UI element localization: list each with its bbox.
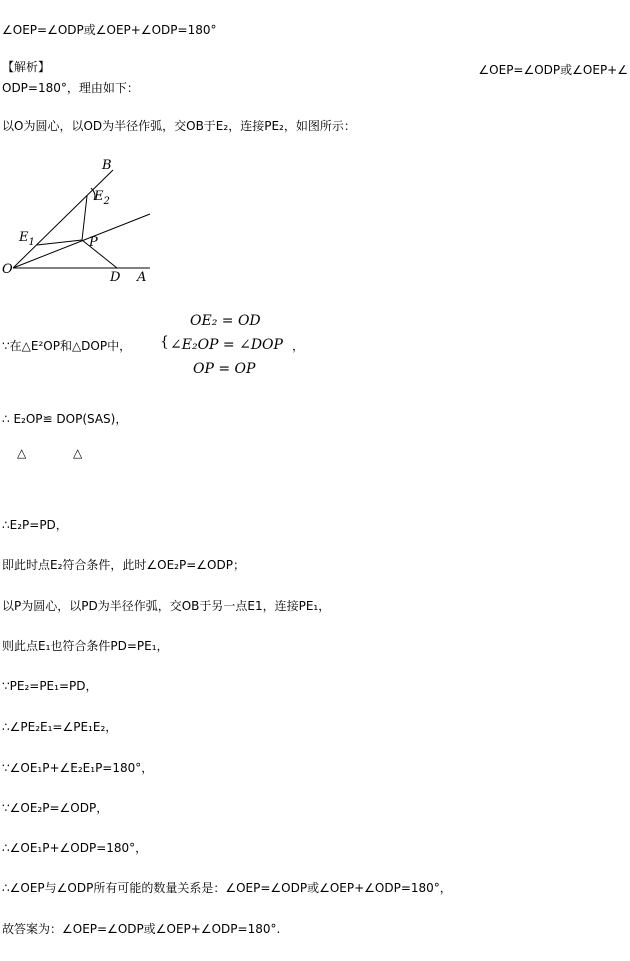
answer-line: ∠OEP=∠ODP或∠OEP+∠ODP=180° — [2, 23, 217, 37]
segment-e1p — [37, 240, 82, 245]
step-line: ∵∠OE₁P+∠E₂E₁P=180°， — [2, 761, 154, 775]
step-line: ∴∠PE₂E₁=∠PE₁E₂， — [2, 720, 118, 734]
final-answer-line: 故答案为：∠OEP=∠ODP或∠OEP+∠ODP=180°. — [2, 922, 281, 936]
construction-line: 以O为圆心，以OD为半径作弧，交OB于E₂，连接PE₂，如图所示： — [2, 119, 356, 133]
step-line: ∵∠OE₂P=∠ODP， — [2, 801, 109, 815]
step-line: ∴E₂P=PD， — [2, 518, 68, 532]
label-d: D — [110, 270, 121, 285]
step-line: ∴∠OE₁P+∠ODP=180°， — [2, 841, 148, 855]
conclusion-line: ∴∠OEP与∠ODP所有可能的数量关系是：∠OEP=∠ODP或∠OEP+∠ODP=180°， — [2, 881, 452, 895]
proof-given: ∵在△E²OP和△DOP中， — [2, 339, 132, 353]
analysis-heading: 【解析】 — [2, 60, 51, 74]
segment-pd — [82, 240, 117, 268]
equation-1: OE₂ = OD — [190, 313, 261, 329]
step-line: 则此点E₁也符合条件PD=PE₁， — [2, 639, 169, 653]
analysis-right-text: ∠OEP=∠ODP或∠OEP+∠ — [478, 63, 628, 77]
triangle-symbol-1: △ — [17, 446, 27, 460]
label-a: A — [137, 270, 147, 285]
triangle-symbol-2: △ — [73, 446, 83, 460]
geometry-figure — [0, 150, 160, 290]
equation-comma: ， — [292, 339, 305, 353]
equation-2: ∠E₂OP = ∠DOP — [170, 337, 283, 353]
equation-3: OP = OP — [193, 361, 256, 377]
brace-symbol: { — [160, 334, 169, 350]
step-line: ∵PE₂=PE₁=PD， — [2, 679, 98, 693]
reason-line: ODP=180°，理由如下： — [2, 81, 139, 95]
segment-e2p — [82, 196, 87, 240]
label-p: P — [89, 235, 98, 250]
step-line: 即此时点E₂符合条件，此时∠OE₂P=∠ODP； — [2, 558, 245, 572]
step-line: 以P为圆心，以PD为半径作弧，交OB于另一点E1，连接PE₁， — [2, 599, 331, 613]
label-e1: $E_1$ — [19, 230, 35, 248]
congruence-line: ∴ E₂OP≌ DOP(SAS)， — [2, 412, 128, 426]
label-b: B — [102, 158, 112, 173]
label-e2: $E_2$ — [94, 189, 110, 207]
label-o: O — [2, 262, 13, 277]
